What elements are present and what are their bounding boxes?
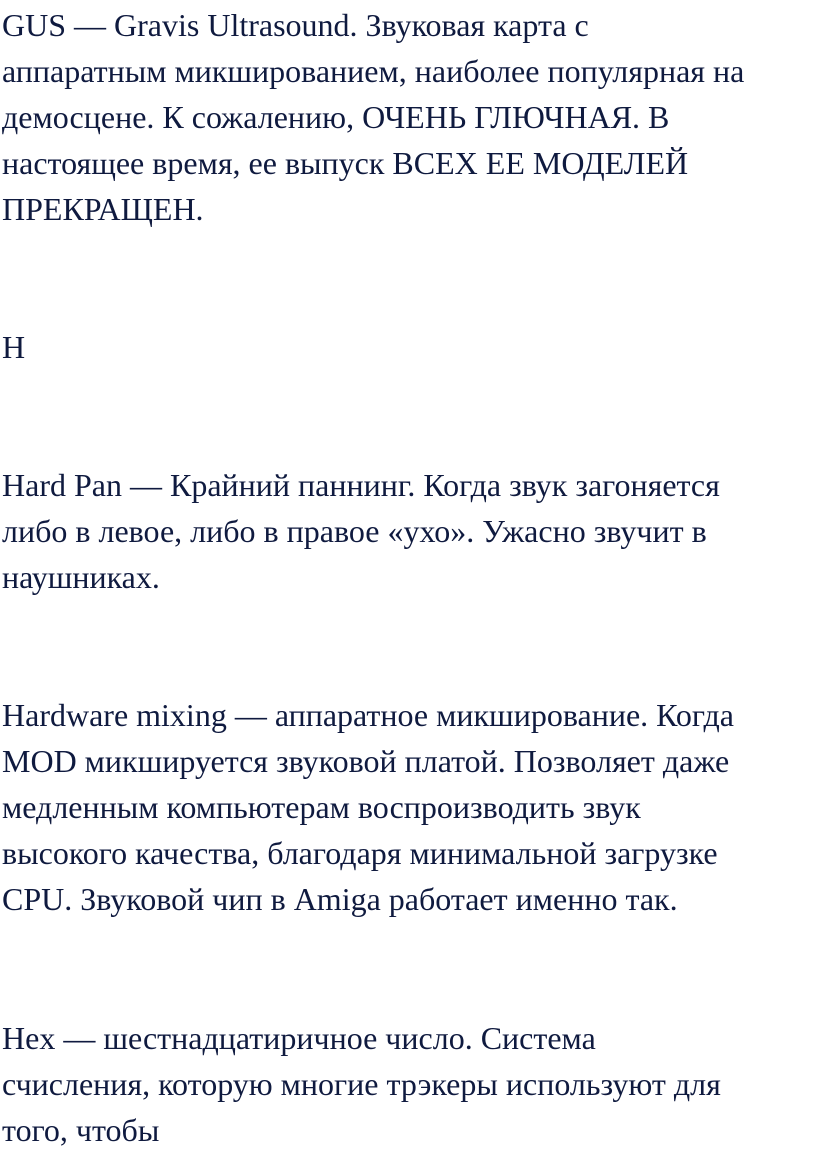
- paragraph-gus: GUS — Gravis Ultrasound. Звуковая карта с аппаратным микшированием, наиболее популярная на демосцене. К сожалению, ОЧЕНЬ ГЛЮЧНАЯ. В настоящее время, ее выпуск ВСЕХ ЕЕ МОДЕЛЕЙ ПРЕКРАЩЕН.: [2, 7, 745, 227]
- paragraph-hardware-mixing: Hardware mixing — аппаратное микширование. Когда MOD микшируется звуковой платой. Позволяет даже медленным компьютерам воспроизводить звук высокого качества, благодаря минимальной загрузке CPU. Звуковой чип в Amiga работает именно так.: [2, 697, 734, 917]
- paragraph-hex: Hex — шестнадцатиричное число. Система счисления, которую многие трэкеры используют для того, чтобы: [2, 1020, 721, 1148]
- paragraph-hard-pan: Hard Pan — Крайний паннинг. Когда звук загоняется либо в левое, либо в правое «ухо». Ужасно звучит в наушниках.: [2, 467, 720, 595]
- section-letter-h: H: [2, 329, 26, 365]
